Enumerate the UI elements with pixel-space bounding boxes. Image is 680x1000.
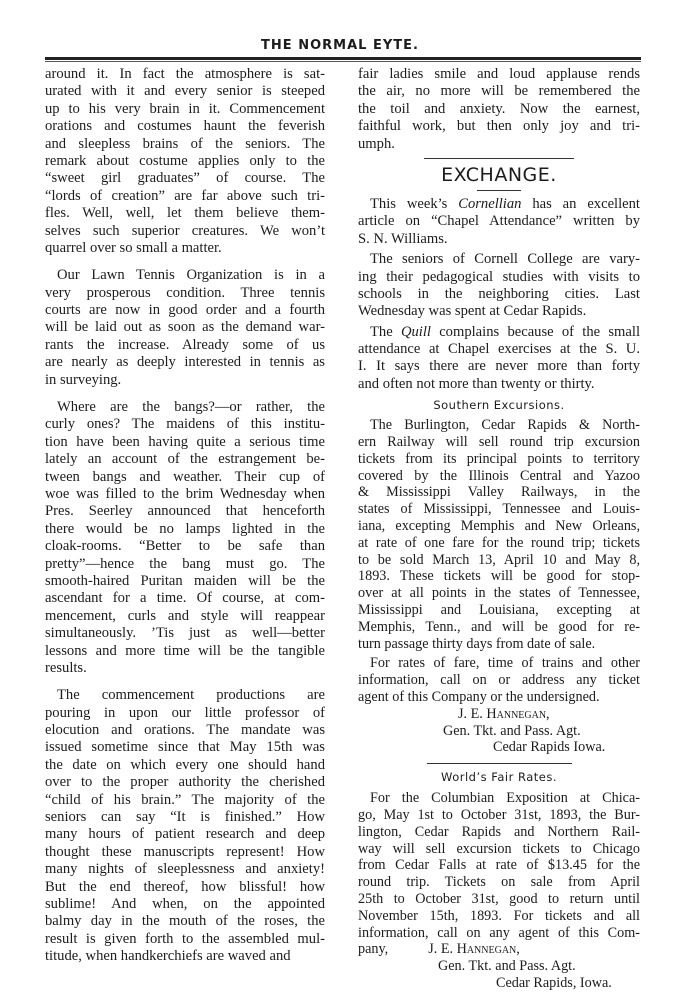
- text-line: simultaneously. ’Tis just as well—better: [45, 625, 325, 642]
- paragraph: [358, 251, 640, 321]
- text-line: smooth-haired Puritan maiden will be the: [45, 572, 325, 589]
- text-line: up to his very brain in it. Commencement: [45, 100, 325, 117]
- text-line: elocution and orations. The mandate was: [45, 722, 325, 739]
- text-line: states of Mississippi, Tennessee and Louis-: [358, 501, 640, 518]
- paragraph: [358, 655, 640, 705]
- text-line: are nearly as deeply interested in tennis as: [45, 354, 325, 371]
- exchange-heading: EXCHANGE.: [441, 163, 557, 186]
- signature-name: J. E. Hannegan,: [458, 705, 550, 722]
- text-line: rants the increase. Already some of us: [45, 336, 325, 353]
- text-line: seniors can say “It is finished.” How: [45, 809, 325, 826]
- text-line: curly ones? The maidens of this institu-: [45, 416, 325, 433]
- text-line: agent of this Company or the undersigned.: [358, 689, 600, 705]
- text-line: courts are now in good order and a fourth: [45, 302, 325, 319]
- worlds-fair-text: [358, 790, 640, 941]
- signature-title: Gen. Tkt. and Pass. Agt.: [438, 958, 576, 975]
- text-line: Memphis, Tenn., and will be good for re-: [358, 618, 640, 635]
- text-line: For the Columbian Exposition at Chica-: [370, 790, 640, 807]
- text-line: information, call on any agent of this Com-: [358, 924, 640, 941]
- text-line: many nights of sleeplessness and anxiety!: [45, 861, 325, 878]
- southern-excursions-heading: Southern Excursions.: [433, 398, 565, 413]
- text-line: over at all points in the states of Tennessee,: [358, 585, 640, 602]
- text-line: round trip. Tickets on sale from April: [358, 874, 640, 891]
- paragraph: [358, 417, 640, 652]
- paragraph: [45, 687, 325, 965]
- last-line-prefix: pany,: [358, 941, 389, 958]
- text-line: very prosperous condition. Three tennis: [45, 284, 325, 301]
- text-line: iana, excepting Memphis and New Orleans,: [358, 518, 640, 535]
- divider: [424, 158, 574, 159]
- text-line: lessons and more time will be the tangible: [45, 642, 325, 659]
- text-line: The Burlington, Cedar Rapids & North-: [370, 417, 640, 434]
- text-line: Wednesday was spent at Cedar Rapids.: [358, 303, 587, 320]
- header-rule: [45, 57, 641, 60]
- text-line: tween bangs and weather. Their cup of: [45, 468, 325, 485]
- text-line: the date on which every one should hand: [45, 756, 325, 773]
- text-line: selves such superior creatures. We won’t: [45, 222, 325, 239]
- text-line: covered by the Illinois Central and Yazoo: [358, 467, 640, 484]
- text-line: lington, Cedar Rapids and Northern Rail-: [358, 823, 640, 840]
- text-line: ern Railway will sell round trip excursion: [358, 434, 640, 451]
- text-line: ing their pedagogical studies with visits to: [358, 268, 640, 285]
- text-line: Mississippi and Louisiana, excepting at: [358, 602, 640, 619]
- text-line: at rate of one fare for the round trip; tickets: [358, 534, 640, 551]
- text-line: balmy day in the mouth of the roses, the: [45, 913, 325, 930]
- text-line: thought these manuscripts represent! How: [45, 843, 325, 860]
- text-line: Pres. Seerley announced that henceforth: [45, 503, 325, 520]
- paragraph: [45, 66, 325, 257]
- text-line: fair ladies smile and loud applause rends: [358, 66, 640, 82]
- text-line: November 15th, 1893. For tickets and all: [358, 907, 640, 924]
- exchange-section: [358, 196, 640, 393]
- left-column: [45, 66, 325, 976]
- worlds-fair-signature-block: [358, 941, 640, 991]
- text-line: Where are the bangs?—or rather, the: [57, 399, 325, 416]
- text-line: But the end thereof, how blissful! how: [45, 878, 325, 895]
- text-line: urated with it and every senior is steeped: [45, 83, 325, 100]
- text-line: I. It says there are never more than forty: [358, 358, 640, 375]
- divider: [477, 190, 521, 191]
- text-line: will be laid out as soon as the demand war-: [45, 319, 325, 336]
- text-line: This week’s Cornellian has an excellent: [370, 195, 640, 212]
- text-line: results.: [45, 659, 87, 676]
- text-line: go, May 1st to October 31st, 1893, the Bur-: [358, 806, 640, 823]
- text-line: tion have been having quite a serious time: [45, 433, 325, 450]
- right-column: [358, 66, 640, 992]
- text-line: The seniors of Cornell College are vary-: [370, 251, 640, 268]
- text-line: from Cedar Falls at rate of $13.45 for the: [358, 857, 640, 874]
- text-line: & Mississippi Valley Railways, in the: [358, 484, 640, 501]
- signature-title: Gen. Tkt. and Pass. Agt.: [443, 722, 581, 739]
- text-line: faithful work, but then only joy and tri-: [358, 118, 640, 135]
- paragraph: [358, 790, 640, 941]
- text-line: sublime! And when, on the appointed: [45, 895, 325, 912]
- text-line: schools in the neighboring cities. Last: [358, 285, 640, 302]
- text-line: umph.: [358, 135, 395, 152]
- text-line: 25th to October 31st, good to return until: [358, 890, 640, 907]
- text-line: pretty”—hence the bang must go. The: [45, 555, 325, 572]
- southern-signature: [358, 706, 640, 756]
- text-line: lately an account of the estrangement be-: [45, 451, 325, 468]
- paragraph: [358, 66, 640, 153]
- text-line: pouring in upon our little professor of: [45, 704, 325, 721]
- text-line: S. N. Williams.: [358, 230, 448, 247]
- text-line: ascendant for a time. Of course, at com-: [45, 590, 325, 607]
- text-line: The Quill complains because of the small: [370, 323, 641, 340]
- text-line: fles. Well, well, let them believe them-: [45, 205, 325, 222]
- signature-name: J. E. Hannegan,: [428, 941, 520, 958]
- text-line: over to the proper authority the cherished: [45, 774, 325, 791]
- header-rule-thin: [45, 61, 641, 62]
- text-line: around it. In fact the atmosphere is sat-: [45, 66, 325, 82]
- text-line: “child of his brain.” The majority of the: [45, 791, 325, 808]
- text-line: information, call on or address any ticket: [358, 672, 640, 689]
- text-line: to be sold March 13, April 10 and May 8,: [358, 551, 640, 568]
- signature-place: Cedar Rapids, Iowa.: [496, 974, 612, 991]
- text-line: orations and costumes haunt the feverish: [45, 118, 325, 135]
- text-line: “sweet girl graduates” of course. The: [45, 170, 325, 187]
- text-line: there would be no lamps lighted in the: [45, 520, 325, 537]
- divider: [427, 763, 572, 764]
- text-line: remark about costume applies only to the: [45, 152, 325, 169]
- continuation-text: [358, 66, 640, 153]
- page-header-title: THE NORMAL EYTE.: [261, 38, 419, 53]
- text-line: Our Lawn Tennis Organization is in a: [57, 267, 325, 284]
- text-line: quarrel over so small a matter.: [45, 239, 222, 256]
- text-line: cloak-rooms. “Better to be safe than: [45, 538, 325, 555]
- paragraph: [45, 399, 325, 677]
- text-line: in surveying.: [45, 371, 122, 388]
- paragraph: [358, 324, 640, 394]
- signature-place: Cedar Rapids Iowa.: [493, 739, 606, 756]
- text-line: the toil and anxiety. Now the earnest,: [358, 100, 640, 117]
- text-line: For rates of fare, time of trains and other: [370, 655, 640, 672]
- text-line: result is given forth to the assembled mul-: [45, 930, 325, 947]
- text-line: way will sell excursion tickets to Chicago: [358, 840, 640, 857]
- paragraph: [45, 267, 325, 389]
- text-line: attendance at Chapel exercises at the S. U.: [358, 341, 640, 358]
- text-line: many hours of patient research and deep: [45, 826, 325, 843]
- text-line: turn passage thirty days from date of sale.: [358, 635, 596, 652]
- text-line: and often not more than twenty or thirty.: [358, 375, 595, 392]
- text-line: “lords of creation” are far above such tri-: [45, 187, 325, 204]
- text-line: mencement, curls and style will reappear: [45, 607, 325, 624]
- paragraph: [358, 196, 640, 248]
- text-line: tickets from its principal points to territory: [358, 450, 640, 467]
- text-line: woe was filled to the brim Wednesday when: [45, 485, 325, 502]
- text-line: titude, when handkerchiefs are waved and: [45, 948, 291, 965]
- text-line: article on “Chapel Attendance” written by: [358, 213, 640, 230]
- worlds-fair-heading: World’s Fair Rates.: [441, 770, 557, 785]
- text-line: issued sometime since that May 15th was: [45, 739, 325, 756]
- text-line: and sleepless brains of the seniors. The: [45, 135, 325, 152]
- text-line: The commencement productions are: [57, 687, 325, 704]
- text-line: the air, no more will be remembered the: [358, 83, 640, 100]
- southern-excursions-text: [358, 417, 640, 706]
- text-line: 1893. These tickets will be good for stop-: [358, 568, 640, 585]
